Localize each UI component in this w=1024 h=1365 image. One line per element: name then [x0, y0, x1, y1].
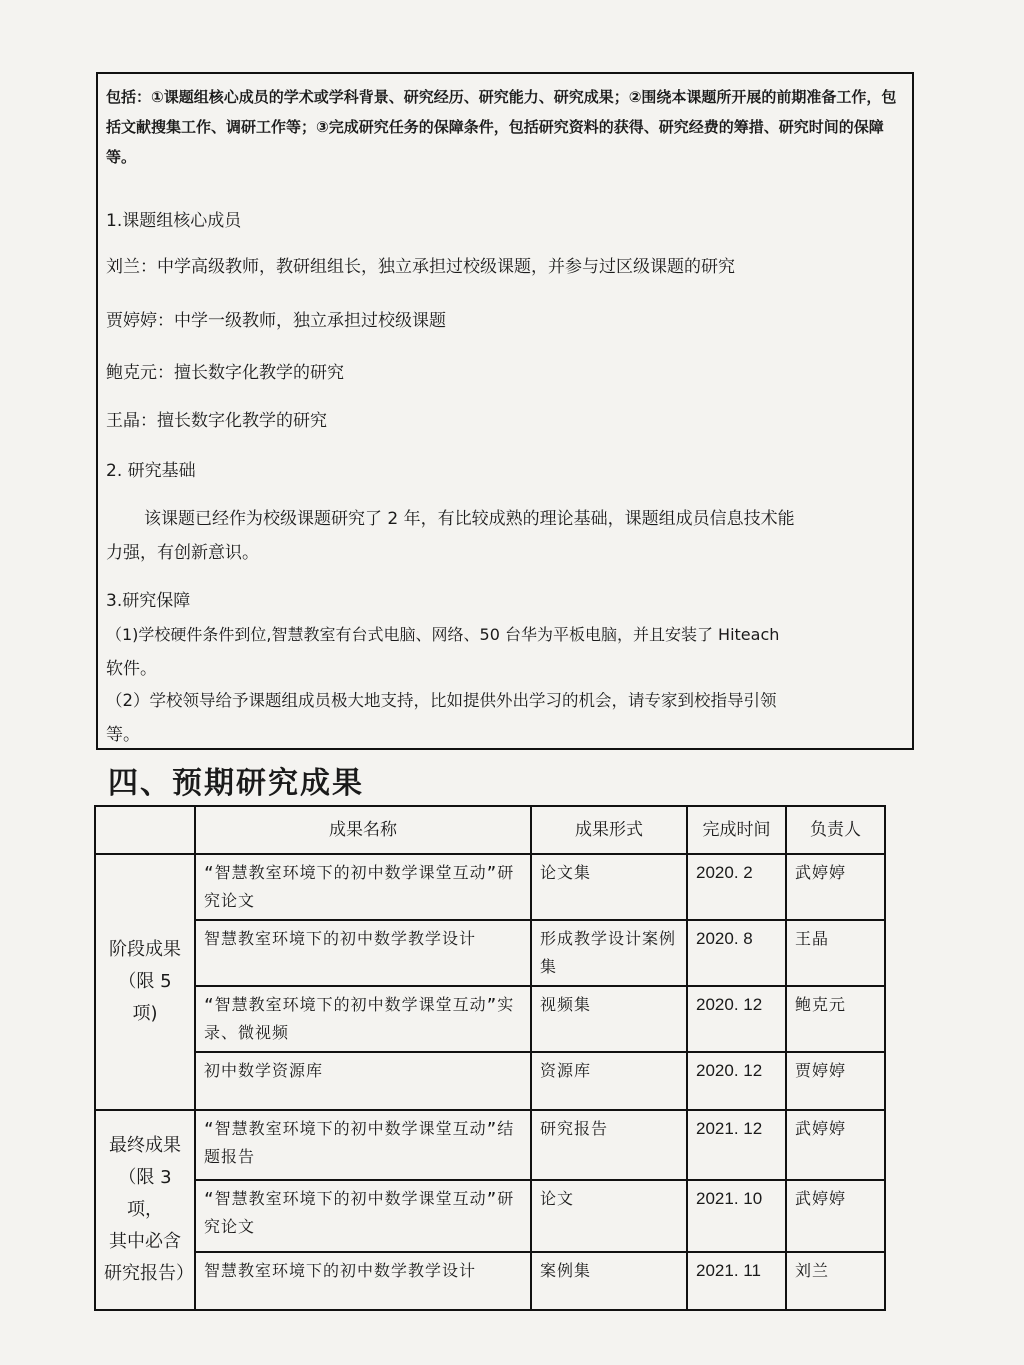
outcome-name: “智慧教室环境下的初中数学课堂互动”研究论文	[195, 854, 531, 920]
table-row	[95, 1052, 885, 1110]
guarantee-2b: 等。	[106, 725, 140, 745]
outcome-form: 案例集	[531, 1252, 687, 1310]
outcome-name: 智慧教室环境下的初中数学教学设计	[195, 1252, 531, 1310]
guarantee-1b: 软件。	[106, 659, 157, 679]
table-row	[95, 1110, 885, 1180]
final-group-label	[95, 1110, 195, 1310]
outcome-owner: 武婷婷	[786, 854, 885, 920]
outcome-name: 初中数学资源库	[195, 1052, 531, 1110]
guarantee-heading: 3.研究保障	[106, 591, 191, 611]
final-group-note-1: 其中必含	[109, 1231, 181, 1252]
outcome-time: 2021. 11	[687, 1252, 786, 1310]
guarantee-2a: （2）学校领导给予课题组成员极大地支持，比如提供外出学习的机会，请专家到校指导引领	[106, 691, 777, 710]
stage-group-label	[95, 854, 195, 1110]
outcome-form: 研究报告	[531, 1110, 687, 1180]
member-liulan: 刘兰：中学高级教师，教研组组长，独立承担过校级课题，并参与过区级课题的研究	[106, 257, 735, 277]
final-group-limit: （限 3 项，	[118, 1167, 172, 1220]
outcome-time: 2021. 10	[687, 1180, 786, 1252]
final-group-title: 最终成果	[109, 1135, 181, 1156]
members-heading: 1.课题组核心成员	[106, 211, 242, 231]
intro-text: 包括：①课题组核心成员的学术或学科背景、研究经历、研究能力、研究成果；②围绕本课题所开展的前期准备工作，包括文献搜集工作、调研工作等；③完成研究任务的保障条件，包括研究资料的获得、研究经费的筹措、研究时间的保障等。	[106, 88, 897, 166]
header-owner: 负责人	[786, 806, 885, 854]
table-row	[95, 854, 885, 920]
outcome-form: 形成教学设计案例集	[531, 920, 687, 986]
member-wangjing: 王晶：擅长数字化教学的研究	[106, 411, 327, 431]
header-time: 完成时间	[687, 806, 786, 854]
outcome-name: 智慧教室环境下的初中数学教学设计	[195, 920, 531, 986]
outcome-form: 论文集	[531, 854, 687, 920]
outcome-name: “智慧教室环境下的初中数学课堂互动”研究论文	[195, 1180, 531, 1252]
guarantee-1a: （1)学校硬件条件到位,智慧教室有台式电脑、网络、50 台华为平板电脑，并且安装了 Hiteach	[106, 625, 780, 644]
outcome-name: “智慧教室环境下的初中数学课堂互动”实录、微视频	[195, 986, 531, 1052]
final-group-note-2: 研究报告）	[104, 1263, 194, 1284]
outcome-owner: 王晶	[786, 920, 885, 986]
outcome-time: 2021. 12	[687, 1110, 786, 1180]
basis-line-2: 力强，有创新意识。	[106, 543, 259, 563]
outcome-owner: 贾婷婷	[786, 1052, 885, 1110]
section-4-title: 四、预期研究成果	[108, 766, 364, 801]
basis-heading: 2. 研究基础	[106, 461, 196, 481]
outcome-owner: 鲍克元	[786, 986, 885, 1052]
outcome-time: 2020. 8	[687, 920, 786, 986]
outcome-name: “智慧教室环境下的初中数学课堂互动”结题报告	[195, 1110, 531, 1180]
outcome-form: 资源库	[531, 1052, 687, 1110]
stage-group-title: 阶段成果	[109, 939, 181, 960]
table-row	[95, 1252, 885, 1310]
stage-group-limit: （限 5 项)	[118, 971, 172, 1024]
outcome-time: 2020. 12	[687, 986, 786, 1052]
outcome-time: 2020. 12	[687, 1052, 786, 1110]
research-basis-box	[96, 72, 914, 750]
table-row	[95, 1180, 885, 1252]
outcome-time: 2020. 2	[687, 854, 786, 920]
table-header-row	[95, 806, 885, 854]
member-jiatingting: 贾婷婷：中学一级教师，独立承担过校级课题	[106, 311, 446, 331]
outcomes-table	[94, 805, 886, 1311]
header-blank	[95, 806, 195, 854]
header-form: 成果形式	[531, 806, 687, 854]
header-name: 成果名称	[195, 806, 531, 854]
outcome-owner: 武婷婷	[786, 1110, 885, 1180]
table-row	[95, 920, 885, 986]
outcome-form: 论文	[531, 1180, 687, 1252]
outcome-form: 视频集	[531, 986, 687, 1052]
outcome-owner: 刘兰	[786, 1252, 885, 1310]
outcome-owner: 武婷婷	[786, 1180, 885, 1252]
member-baokeyuan: 鲍克元：擅长数字化教学的研究	[106, 363, 344, 383]
table-row	[95, 986, 885, 1052]
basis-line-1: 该课题已经作为校级课题研究了 2 年，有比较成熟的理论基础，课题组成员信息技术能	[144, 509, 795, 529]
